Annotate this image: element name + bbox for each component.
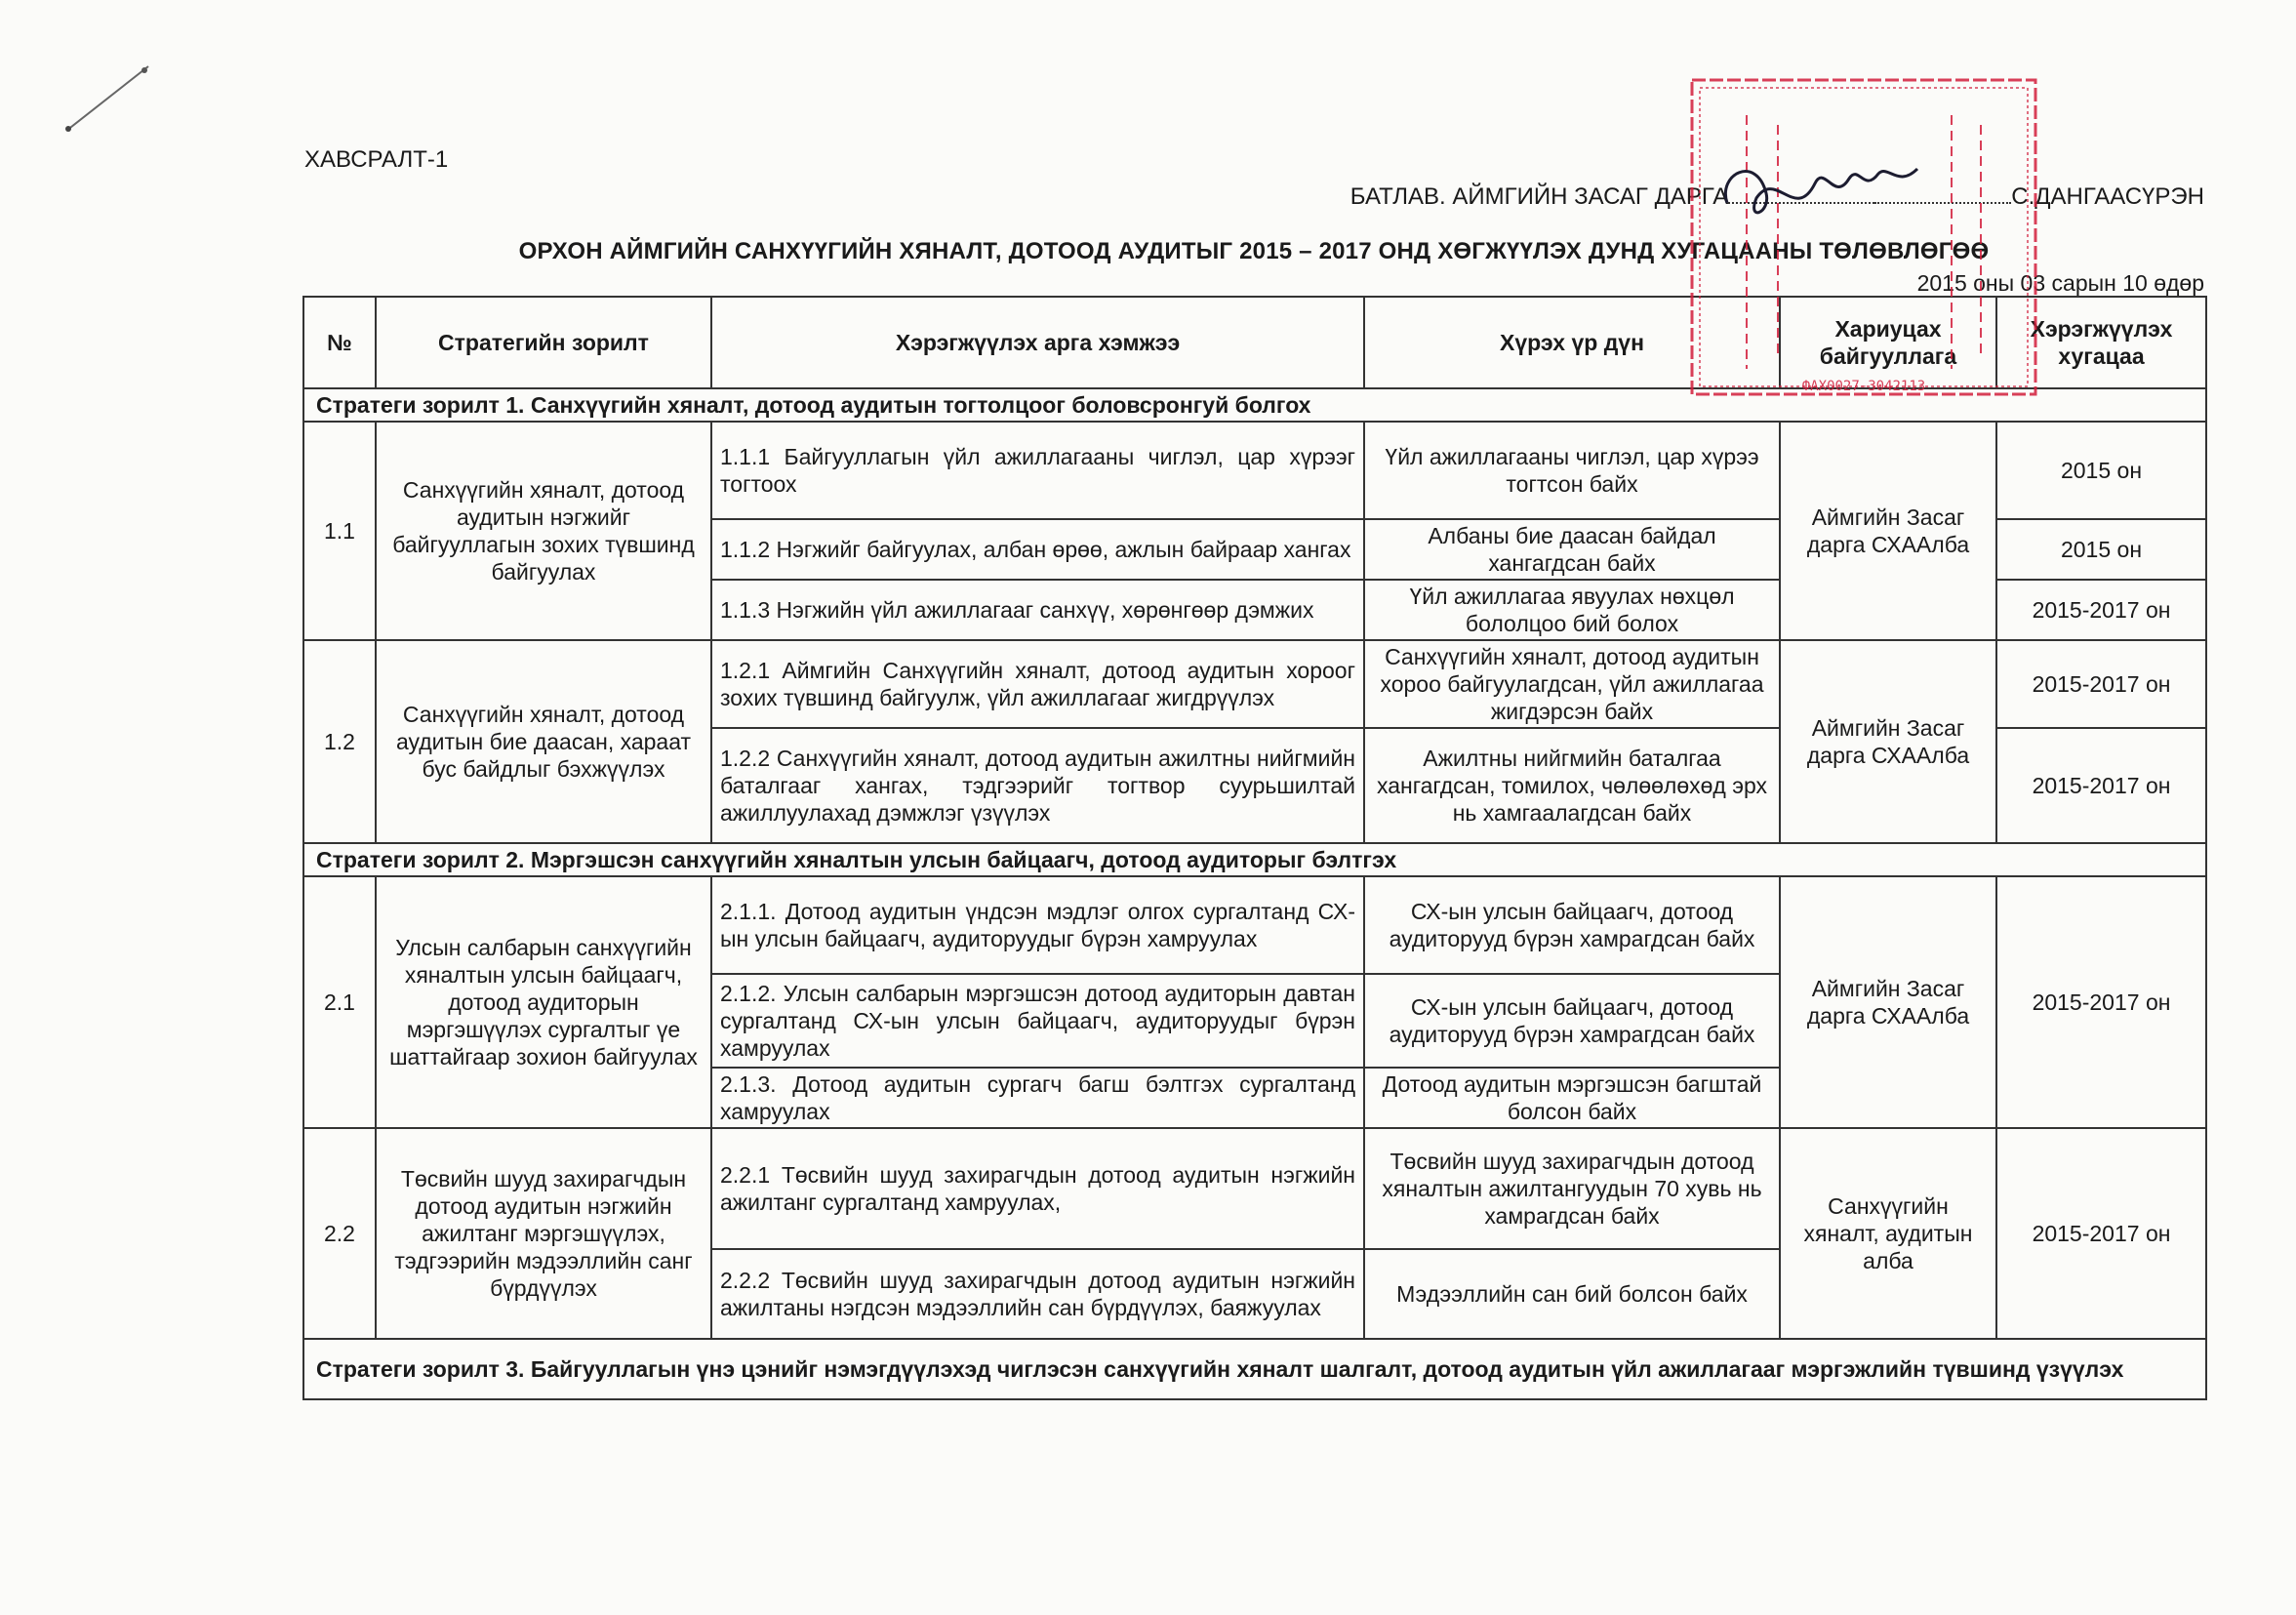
term-cell: 2015-2017 он — [1996, 876, 2206, 1128]
result-cell: Дотоод аудитын мэргэшсэн багштай болсон байх — [1364, 1068, 1780, 1128]
term-cell: 2015-2017 он — [1996, 1128, 2206, 1339]
signature-dots-left — [1728, 202, 1874, 204]
strategy-cell: Санхүүгийн хяналт, дотоод аудитын нэгжийг байгууллагын зохих түвшинд байгуулах — [376, 422, 711, 640]
table-header-row — [303, 297, 2206, 388]
action-cell: 2.1.2. Улсын салбарын мэргэшсэн дотоод аудиторын давтан сургалтанд СХ-ын улсын байцаагч, аудиторуудыг бүрэн хамруулах — [711, 974, 1364, 1068]
goal-1: Стратеги зорилт 1. Санхүүгийн хяналт, дотоод аудитын тогтолцоог боловсронгуй болгох — [303, 388, 2206, 422]
approval-line — [1350, 183, 2204, 211]
result-cell: СХ-ын улсын байцаагч, дотоод аудиторууд бүрэн хамрагдсан байх — [1364, 974, 1780, 1068]
row-number: 1.2 — [303, 640, 376, 843]
action-cell: 2.1.3. Дотоод аудитын сургагч багш бэлтгэх сургалтанд хамруулах — [711, 1068, 1364, 1128]
pen-mark — [59, 59, 156, 137]
plan-table — [302, 296, 2207, 1400]
strategy-cell: Төсвийн шууд захирагчдын дотоод аудитын нэгжийн ажилтанг мэргэшүүлэх, тэдгээрийн мэдээллийн санг бүрдүүлэх — [376, 1128, 711, 1339]
strategy-cell: Улсын салбарын санхүүгийн хяналтын улсын байцаагч, дотоод аудиторын мэргэшүүлэх сургалтыг үе шаттайгаар зохион байгуулах — [376, 876, 711, 1128]
header-action: Хэрэгжүүлэх арга хэмжээ — [711, 297, 1364, 388]
action-cell: 1.1.2 Нэгжийг байгуулах, албан өрөө, ажлын байраар хангах — [711, 519, 1364, 580]
row-number: 2.2 — [303, 1128, 376, 1339]
annex-label: ХАВСРАЛТ-1 — [304, 146, 449, 173]
term-cell: 2015 он — [1996, 519, 2206, 580]
approver-name: С.ДАНГААСҮРЭН — [2011, 183, 2204, 210]
action-cell: 1.1.1 Байгууллагын үйл ажиллагааны чиглэл, цар хүрээг тогтоох — [711, 422, 1364, 519]
row-number: 1.1 — [303, 422, 376, 640]
stamp-number: ФАХ0027-3042113 — [1801, 379, 1926, 394]
action-cell: 2.1.1. Дотоод аудитын үндсэн мэдлэг олгох сургалтанд СХ-ын улсын байцаагч, аудиторуудыг бүрэн хамруулах — [711, 876, 1364, 974]
header-term: Хэрэгжүүлэх хугацаа — [1996, 297, 2206, 388]
result-cell: Ажилтны нийгмийн баталгаа хангагдсан, томилох, чөлөөлөхөд эрх нь хамгаалагдсан байх — [1364, 728, 1780, 843]
document-title: ОРХОН АЙМГИЙН САНХҮҮГИЙН ХЯНАЛТ, ДОТООД АУДИТЫГ 2015 – 2017 ОНД ХӨГЖҮҮЛЭХ ДУНД ХУГАЦААНЫ ТӨЛӨВЛӨГӨӨ — [518, 238, 1990, 264]
result-cell: Үйл ажиллагаа явуулах нөхцөл бололцоо бий болох — [1364, 580, 1780, 640]
table-row — [303, 640, 2206, 728]
term-cell: 2015-2017 он — [1996, 728, 2206, 843]
action-cell: 2.2.2 Төсвийн шууд захирагчдын дотоод аудитын нэгжийн ажилтаны нэгдсэн мэдээллийн сан бүрдүүлэх, баяжуулах — [711, 1249, 1364, 1339]
goal-3: Стратеги зорилт 3. Байгууллагын үнэ цэнийг нэмэгдүүлэхэд чиглэсэн санхүүгийн хяналт шалгалт, дотоод аудитын үйл ажиллагааг мэргэжлийн түвшинд үзүүлэх — [303, 1339, 2206, 1399]
table-row — [303, 1128, 2206, 1249]
signature-dots-right — [1874, 202, 2011, 204]
table-row — [303, 422, 2206, 519]
goal-row — [303, 388, 2206, 422]
header-organization: Хариуцах байгууллага — [1780, 297, 1996, 388]
result-cell: Албаны бие даасан байдал хангагдсан байх — [1364, 519, 1780, 580]
organization-cell: Аймгийн Засаг дарга СХААлба — [1780, 876, 1996, 1128]
table-row — [303, 876, 2206, 974]
result-cell: Мэдээллийн сан бий болсон байх — [1364, 1249, 1780, 1339]
term-cell: 2015-2017 он — [1996, 580, 2206, 640]
organization-cell: Аймгийн Засаг дарга СХААлба — [1780, 422, 1996, 640]
result-cell: Санхүүгийн хяналт, дотоод аудитын хороо байгуулагдсан, үйл ажиллагаа жигдэрсэн байх — [1364, 640, 1780, 728]
row-number: 2.1 — [303, 876, 376, 1128]
approval-prefix: БАТЛАВ. АЙМГИЙН ЗАСАГ ДАРГА — [1349, 183, 1729, 210]
strategy-cell: Санхүүгийн хяналт, дотоод аудитын бие даасан, хараат бус байдлыг бэхжүүлэх — [376, 640, 711, 843]
term-cell: 2015 он — [1996, 422, 2206, 519]
header-strategy: Стратегийн зорилт — [376, 297, 711, 388]
document-date: 2015 оны 03 сарын 10 өдөр — [1916, 270, 2204, 296]
organization-cell: Санхүүгийн хяналт, аудитын алба — [1780, 1128, 1996, 1339]
header-result: Хүрэх үр дүн — [1364, 297, 1780, 388]
term-cell: 2015-2017 он — [1996, 640, 2206, 728]
result-cell: Үйл ажиллагааны чиглэл, цар хүрээ тогтсон байх — [1364, 422, 1780, 519]
organization-cell: Аймгийн Засаг дарга СХААлба — [1780, 640, 1996, 843]
goal-row — [303, 843, 2206, 876]
action-cell: 1.2.2 Санхүүгийн хяналт, дотоод аудитын ажилтны нийгмийн баталгааг хангах, тэдгээрийг тогтвор суурьшилтай ажиллуулахад дэмжлэг үзүүлэх — [711, 728, 1364, 843]
goal-row — [303, 1339, 2206, 1399]
action-cell: 1.2.1 Аймгийн Санхүүгийн хяналт, дотоод аудитын хороог зохих түвшинд байгуулж, үйл ажиллагааг жигдрүүлэх — [711, 640, 1364, 728]
result-cell: СХ-ын улсын байцаагч, дотоод аудиторууд бүрэн хамрагдсан байх — [1364, 876, 1780, 974]
action-cell: 2.2.1 Төсвийн шууд захирагчдын дотоод аудитын нэгжийн ажилтанг сургалтанд хамруулах, — [711, 1128, 1364, 1249]
action-cell: 1.1.3 Нэгжийн үйл ажиллагааг санхүү, хөрөнгөөр дэмжих — [711, 580, 1364, 640]
result-cell: Төсвийн шууд захирагчдын дотоод хяналтын ажилтангуудын 70 хувь нь хамрагдсан байх — [1364, 1128, 1780, 1249]
header-number: № — [303, 297, 376, 388]
goal-2: Стратеги зорилт 2. Мэргэшсэн санхүүгийн хяналтын улсын байцаагч, дотоод аудиторыг бэлтгэх — [303, 843, 2206, 876]
